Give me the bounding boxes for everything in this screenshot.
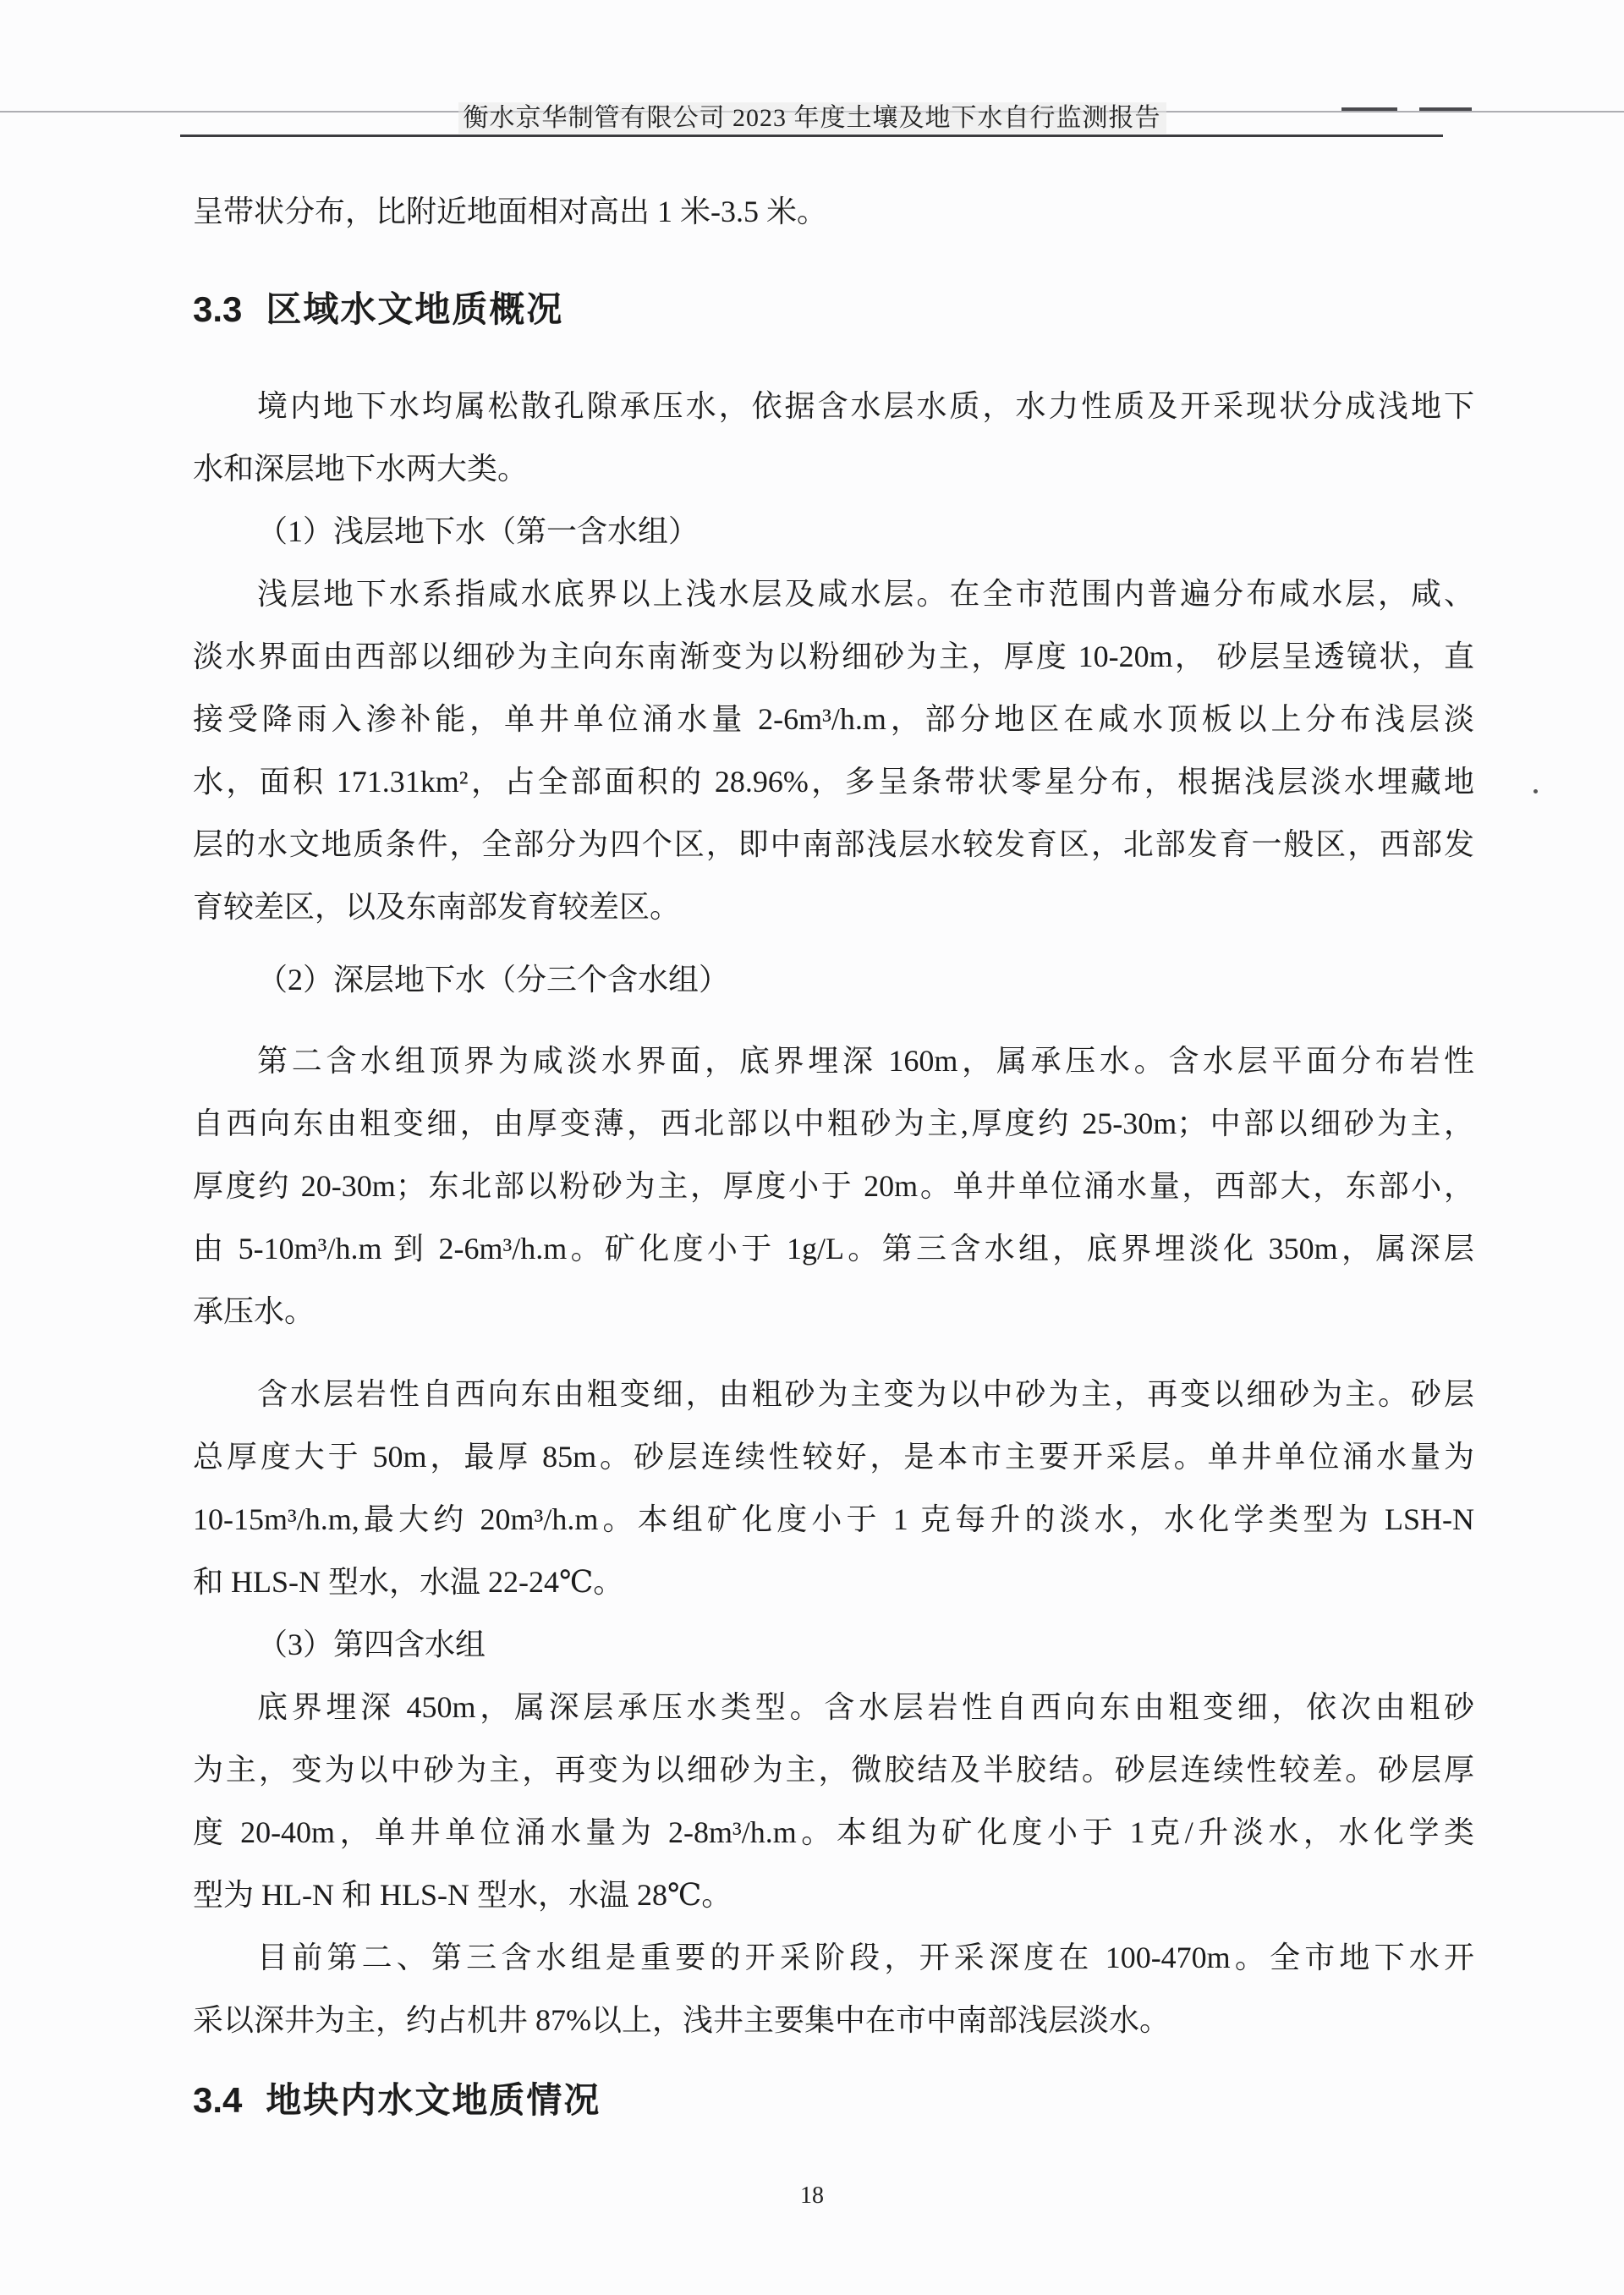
paragraph-line: 淡水界面由西部以细砂为主向东南渐变为以粉细砂为主，厚度 10-20m， 砂层呈透镜状，直 bbox=[193, 640, 1474, 673]
paragraph-overview bbox=[193, 375, 1474, 500]
paragraph-line: 水，面积 171.31km²，占全部面积的 28.96%，多呈条带状零星分布，根据浅层淡水埋藏地 bbox=[193, 765, 1474, 799]
page-number: 18 bbox=[800, 2182, 824, 2209]
paragraph-line: 第二含水组顶界为咸淡水界面，底界埋深 160m，属承压水。含水层平面分布岩性 bbox=[257, 1044, 1474, 1078]
scan-speck bbox=[1533, 789, 1538, 793]
paragraph-line: 自西向东由粗变细，由厚变薄，西北部以中粗砂为主,厚度约 25-30m；中部以细砂为主， bbox=[193, 1106, 1474, 1140]
document-body bbox=[193, 180, 1474, 2134]
list-item-heading-2: （2）深层地下水（分三个含水组） bbox=[257, 963, 730, 997]
running-header-text: 衡水京华制管有限公司 2023 年度土壤及地下水自行监测报告 bbox=[458, 102, 1166, 134]
paragraph-line: 育较差区，以及东南部发育较差区。 bbox=[193, 890, 681, 924]
section-number: 3.4 bbox=[193, 2080, 243, 2120]
paragraph-line: 境内地下水均属松散孔隙承压水，依据含水层水质，水力性质及开采现状分成浅地下 bbox=[257, 389, 1474, 423]
paragraph-line: 和 HLS-N 型水，水温 22-24℃。 bbox=[193, 1565, 624, 1599]
paragraph-line: 承压水。 bbox=[193, 1294, 315, 1328]
paragraph-line: 目前第二、第三含水组是重要的开采阶段，开采深度在 100-470m。全市地下水开 bbox=[257, 1941, 1474, 1974]
paragraph-line: 底界埋深 450m，属深层承压水类型。含水层岩性自西向东由粗变细，依次由粗砂 bbox=[257, 1690, 1474, 1724]
list-item-heading-1: （1）浅层地下水（第一含水组） bbox=[257, 514, 700, 548]
running-header-title bbox=[0, 96, 1624, 134]
paragraph-line: 由 5-10m³/h.m 到 2-6m³/h.m。矿化度小于 1g/L。第三含水组，底界埋淡化 350m，属深层 bbox=[193, 1232, 1474, 1266]
header-rule-dark bbox=[180, 135, 1443, 137]
section-title: 地块内水文地质情况 bbox=[266, 2080, 601, 2120]
paragraph-line: 浅层地下水系指咸水底界以上浅水层及咸水层。在全市范围内普遍分布咸水层，咸、 bbox=[257, 577, 1474, 611]
paragraph-line: 总厚度大于 50m，最厚 85m。砂层连续性较好，是本市主要开采层。单井单位涌水量为 bbox=[193, 1440, 1474, 1474]
paragraph-line: 为主，变为以中砂为主，再变为以细砂为主，微胶结及半胶结。砂层连续性较差。砂层厚 bbox=[193, 1753, 1474, 1787]
paragraph-third-aquifer bbox=[193, 1363, 1474, 1613]
list-item-heading-3: （3）第四含水组 bbox=[257, 1628, 486, 1661]
paragraph-line: 采以深井为主，约占机井 87%以上，浅井主要集中在市中南部浅层淡水。 bbox=[193, 2003, 1170, 2037]
paragraph-line: 水和深层地下水两大类。 bbox=[193, 452, 529, 486]
paragraph-line: 型为 HL-N 和 HLS-N 型水，水温 28℃。 bbox=[193, 1878, 732, 1912]
section-heading-3-3 bbox=[193, 276, 1474, 343]
paragraph-shallow-groundwater bbox=[193, 563, 1474, 938]
paragraph-line: 度 20-40m，单井单位涌水量为 2-8m³/h.m。本组为矿化度小于 1克/升淡水，水化学类 bbox=[193, 1815, 1474, 1849]
paragraph-exploitation bbox=[193, 1926, 1474, 2051]
paragraph-line: 10-15m³/h.m,最大约 20m³/h.m。本组矿化度小于 1 克每升的淡水，水化学类型为 LSH-N bbox=[193, 1502, 1474, 1536]
paragraph-line: 厚度约 20-30m；东北部以粉砂为主，厚度小于 20m。单井单位涌水量，西部大，东部小， bbox=[193, 1169, 1474, 1203]
paragraph-line: 接受降雨入渗补能，单井单位涌水量 2-6m³/h.m，部分地区在咸水顶板以上分布浅层淡 bbox=[193, 702, 1474, 736]
section-title: 区域水文地质概况 bbox=[266, 289, 564, 329]
section-number: 3.3 bbox=[193, 289, 243, 329]
paragraph-line: 层的水文地质条件，全部分为四个区，即中南部浅层水较发育区，北部发育一般区，西部发 bbox=[193, 827, 1474, 861]
paragraph-second-aquifer bbox=[193, 1029, 1474, 1342]
paragraph-fourth-aquifer bbox=[193, 1676, 1474, 1926]
paragraph-line: 呈带状分布，比附近地面相对高出 1 米-3.5 米。 bbox=[193, 195, 827, 228]
section-heading-3-4 bbox=[193, 2067, 1474, 2134]
paragraph-line: 含水层岩性自西向东由粗变细，由粗砂为主变为以中砂为主，再变以细砂为主。砂层 bbox=[257, 1377, 1474, 1411]
